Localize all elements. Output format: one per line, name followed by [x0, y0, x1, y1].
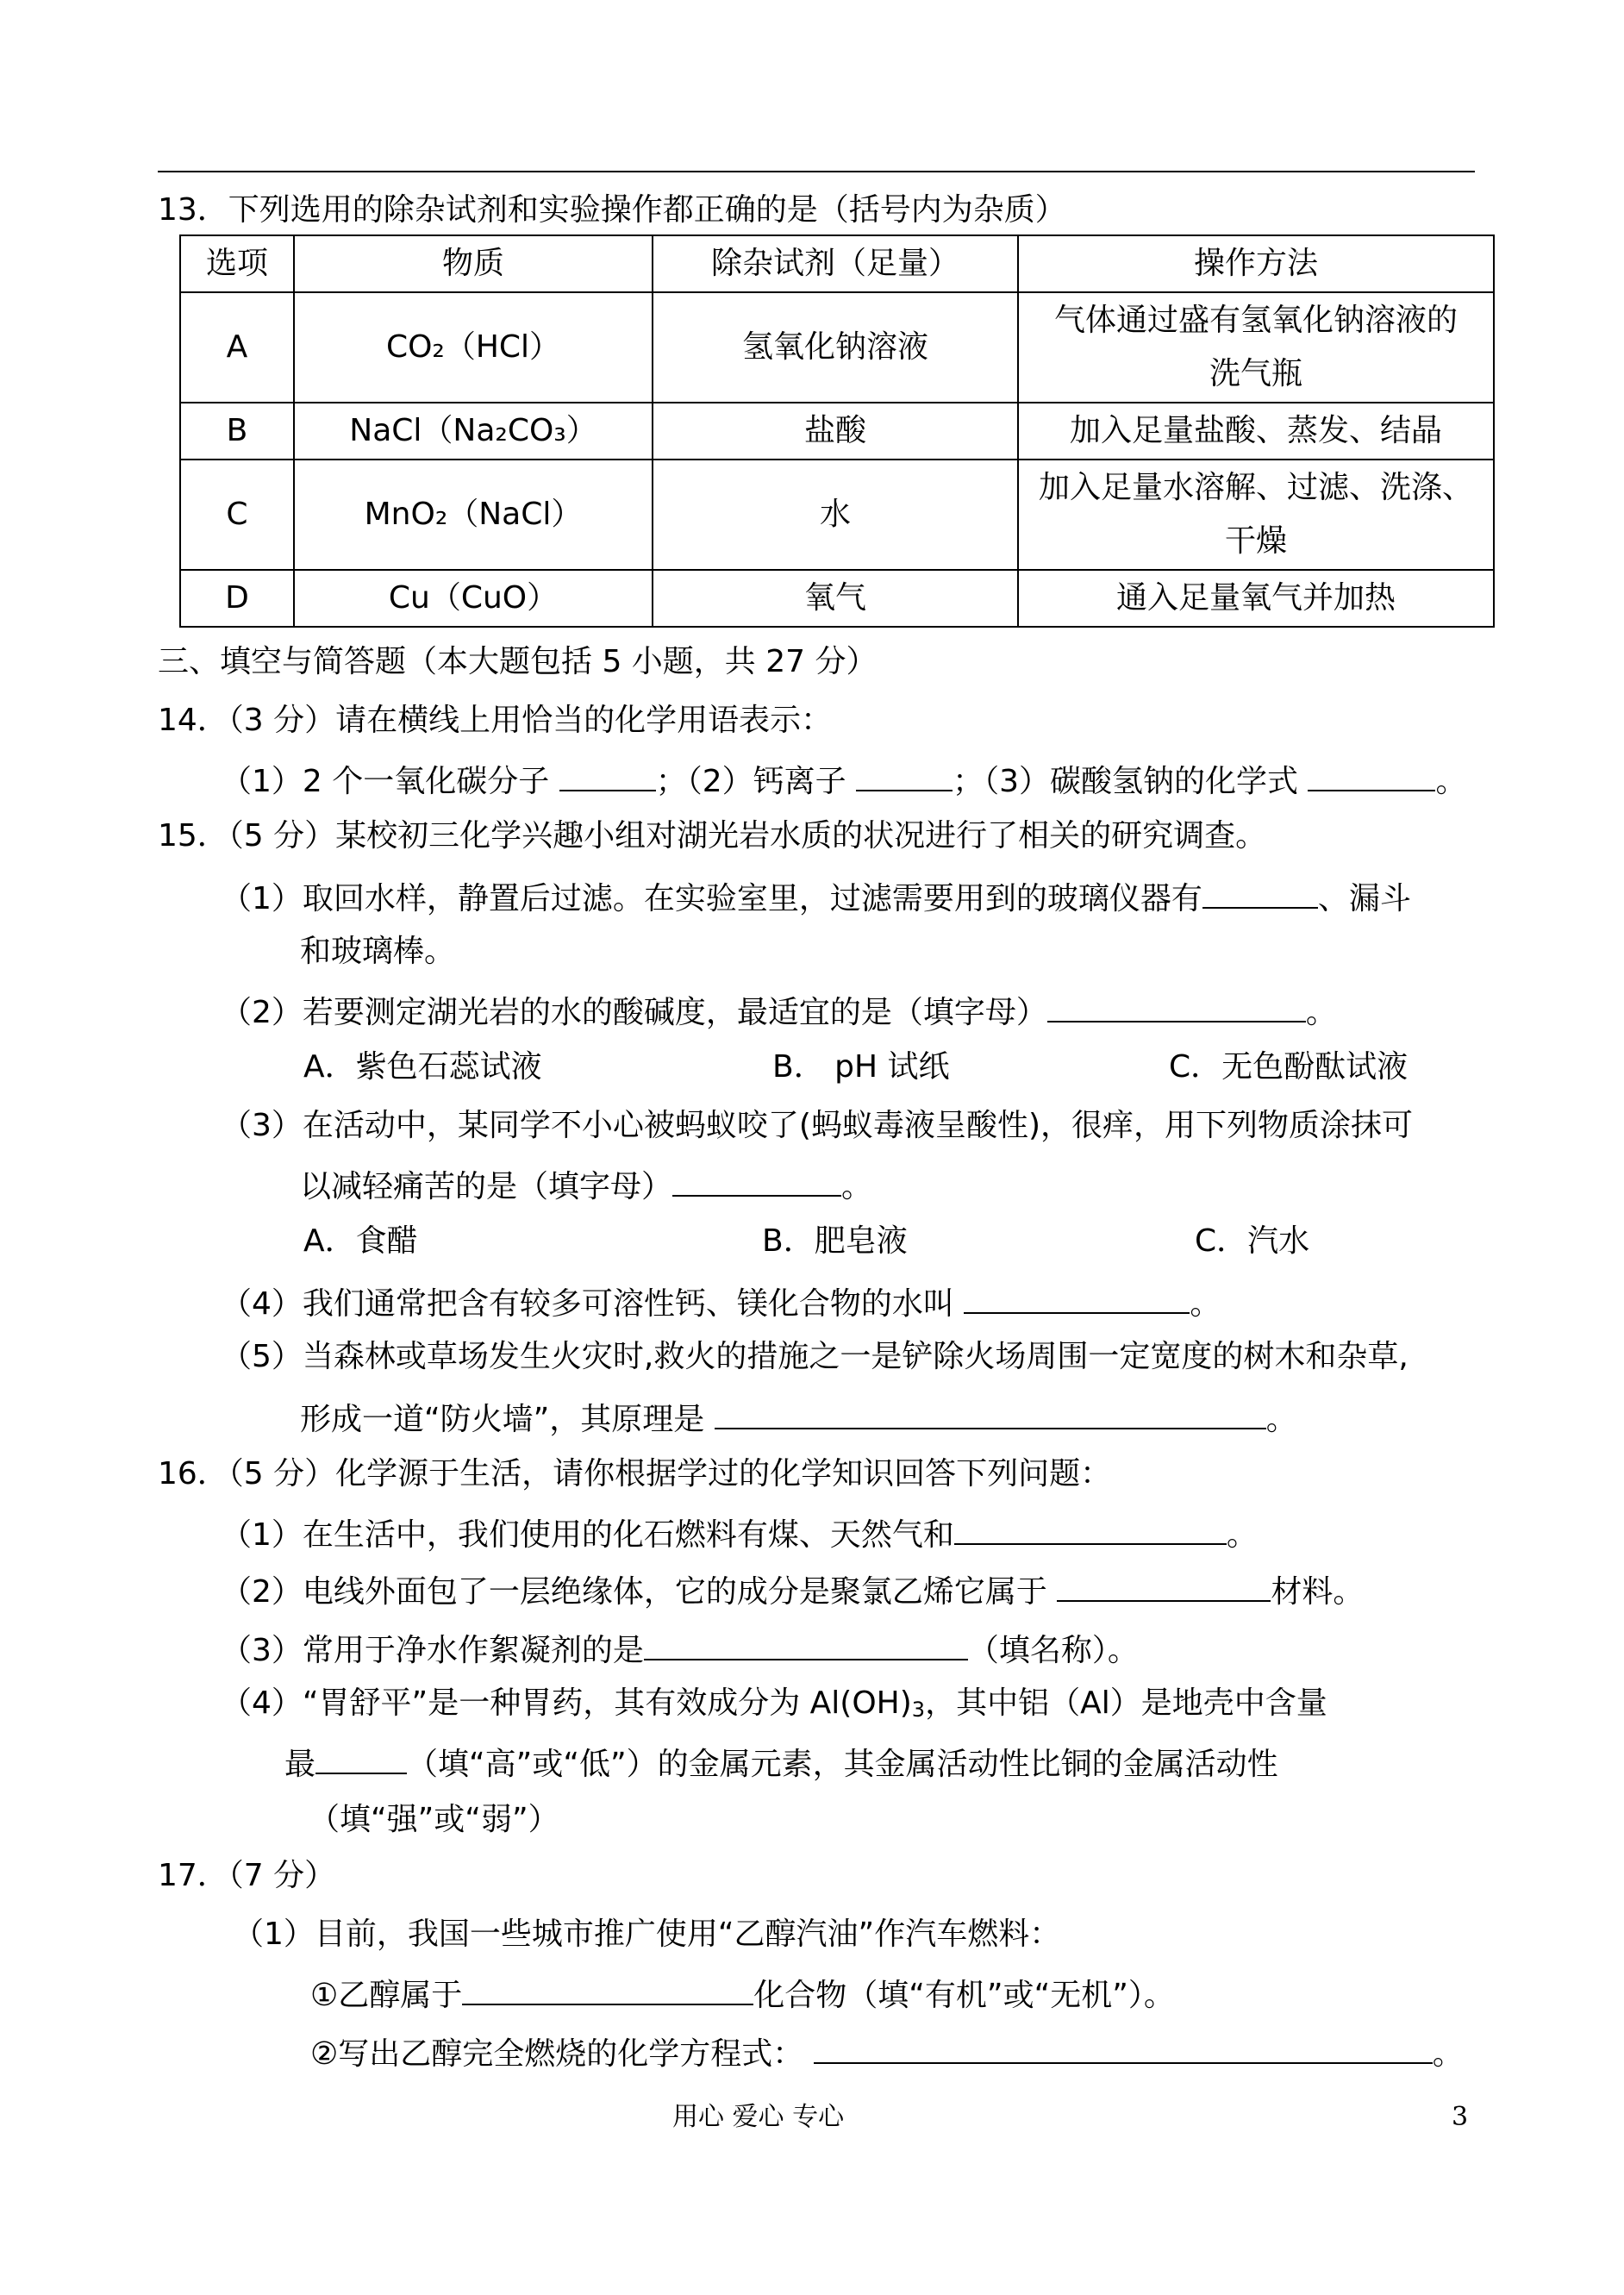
q16-sub1 [221, 1512, 1258, 1554]
answer-blank[interactable] [672, 1164, 841, 1197]
q15-sub5-text: 形成一道“防火墙”，其原理是 [300, 1402, 705, 1437]
table-row [180, 292, 1494, 403]
answer-blank[interactable] [1308, 759, 1435, 791]
subscript-3: 3 [911, 1698, 926, 1722]
row-a-method [1018, 292, 1494, 403]
q15-sub1-cont: 和玻璃棒。 [300, 934, 456, 969]
q16-sub3-text: （3）常用于净水作絮凝剂的是 [221, 1633, 644, 1668]
header-rule [158, 171, 1475, 172]
answer-blank[interactable] [462, 1973, 753, 2005]
row-b-option: B [180, 403, 294, 460]
header-method: 操作方法 [1018, 235, 1494, 292]
q16-sub1-text: （1）在生活中，我们使用的化石燃料有煤、天然气和 [221, 1517, 954, 1553]
q15-sub4-text: （4）我们通常把含有较多可溶性钙、镁化合物的水叫 [221, 1286, 954, 1322]
row-a-reagent: 氢氧化钠溶液 [653, 292, 1018, 403]
q13-table [179, 235, 1495, 628]
answer-blank[interactable] [315, 1742, 407, 1774]
answer-blank[interactable] [1057, 1569, 1271, 1602]
answer-blank[interactable] [964, 1281, 1190, 1314]
q15-sub3-option-b: B．肥皂液 [762, 1223, 908, 1259]
q15-sub3: （3）在活动中，某同学不小心被蚂蚁咬了(蚂蚁毒液呈酸性)，很痒，用下列物质涂抹可 [221, 1108, 1413, 1143]
q17-item1 [310, 1973, 1175, 2015]
q14-part1: （1）2 个一氧化碳分子 [221, 764, 550, 799]
header-reagent: 除杂试剂（足量） [653, 235, 1018, 292]
q15-sub3-cont [300, 1164, 872, 1206]
q15-sub5-end: 。 [1265, 1402, 1297, 1437]
q14-parts [221, 759, 1466, 801]
q16-sub2-end: 材料。 [1271, 1574, 1365, 1610]
q16-sub4 [221, 1685, 1327, 1729]
table-row [180, 570, 1494, 627]
q15-sub2-option-a: A．紫色石蕊试液 [303, 1049, 542, 1085]
row-a-substance: CO₂（HCl） [294, 292, 653, 403]
q15-sub2 [221, 990, 1337, 1032]
q16-sub4-cont [284, 1742, 1278, 1784]
answer-blank[interactable] [814, 2031, 1433, 2064]
q16-sub4-cont2-text: （填“强”或“弱”） [309, 1802, 559, 1837]
q17-item1-text: ①乙醇属于 [310, 1978, 463, 2013]
q15-sub3-option-a: A．食醋 [303, 1223, 418, 1259]
row-a-method-line1: 气体通过盛有氢氧化钠溶液的 [1053, 303, 1458, 338]
row-b-reagent: 盐酸 [653, 403, 1018, 460]
row-c-reagent: 水 [653, 460, 1018, 570]
table-row [180, 460, 1494, 570]
q15-sub2-end: 。 [1305, 995, 1337, 1030]
q15-title: 15．（5 分）某校初三化学兴趣小组对湖光岩水质的状况进行了相关的研究调查。 [158, 818, 1267, 854]
q17-item1-end: 化合物（填“有机”或“无机”）。 [753, 1978, 1175, 2013]
row-c-option: C [180, 460, 294, 570]
q14-title: 14．（3 分）请在横线上用恰当的化学用语表示： [158, 703, 833, 738]
row-b-substance: NaCl（Na₂CO₃） [294, 403, 653, 460]
q15-sub1 [221, 876, 1411, 918]
answer-blank[interactable] [284, 1798, 309, 1829]
q15-sub3-end: 。 [841, 1169, 873, 1204]
page-number: 3 [1452, 2102, 1469, 2132]
answer-blank[interactable] [1047, 990, 1306, 1022]
answer-blank[interactable] [856, 759, 953, 791]
row-d-reagent: 氧气 [653, 570, 1018, 627]
q14-end: 。 [1435, 764, 1467, 799]
row-c-method [1018, 460, 1494, 570]
row-b-method: 加入足量盐酸、蒸发、结晶 [1018, 403, 1494, 460]
header-substance: 物质 [294, 235, 653, 292]
table-row [180, 403, 1494, 460]
table-header-row [180, 235, 1494, 292]
row-a-option: A [180, 292, 294, 403]
q16-sub4-text-rest: ，其中铝（Al）是地壳中含量 [925, 1685, 1327, 1721]
q15-sub3-text: 以减轻痛苦的是（填字母） [300, 1169, 673, 1204]
q15-sub4 [221, 1281, 1221, 1323]
q16-sub2-text: （2）电线外面包了一层绝缘体，它的成分是聚氯乙烯它属于 [221, 1574, 1047, 1610]
row-c-method-line1: 加入足量水溶解、过滤、洗涤、 [1038, 470, 1473, 505]
row-d-method: 通入足量氧气并加热 [1018, 570, 1494, 627]
q15-sub1-after: 、漏斗 [1317, 881, 1411, 916]
q16-sub3 [221, 1628, 1139, 1670]
answer-blank[interactable] [1202, 876, 1318, 909]
row-a-method-line2: 洗气瓶 [1209, 356, 1302, 391]
q17-title: 17．（7 分） [158, 1858, 336, 1893]
q16-sub4-cont-text: （填“高”或“低”）的金属元素，其金属活动性比铜的金属活动性 [407, 1747, 1278, 1782]
q16-sub1-end: 。 [1226, 1517, 1258, 1553]
q17-item2-text: ②写出乙醇完全燃烧的化学方程式： [310, 2036, 804, 2072]
q15-sub2-text: （2）若要测定湖光岩的水的酸碱度，最适宜的是（填字母） [221, 995, 1047, 1030]
header-option: 选项 [180, 235, 294, 292]
q16-title: 16．（5 分）化学源于生活，请你根据学过的化学知识回答下列问题： [158, 1456, 1112, 1491]
q15-sub4-end: 。 [1190, 1286, 1221, 1322]
answer-blank[interactable] [559, 759, 656, 791]
q14-part3: ；（3）碳酸氢钠的化学式 [953, 764, 1298, 799]
q16-sub4-most: 最 [284, 1747, 316, 1782]
row-c-substance: MnO₂（NaCl） [294, 460, 653, 570]
q15-sub2-option-b: B． pH 试纸 [772, 1049, 950, 1085]
q16-sub3-end: （填名称）。 [967, 1633, 1139, 1668]
q17-sub1: （1）目前，我国一些城市推广使用“乙醇汽油”作汽车燃料： [233, 1917, 1061, 1952]
q14-part2: ；（2）钙离子 [655, 764, 846, 799]
answer-blank[interactable] [715, 1397, 1266, 1429]
q15-sub3-option-c: C．汽水 [1195, 1223, 1310, 1259]
q15-sub5-cont [300, 1397, 1297, 1439]
q15-sub2-option-c: C．无色酚酞试液 [1169, 1049, 1409, 1085]
q16-sub2 [221, 1569, 1364, 1611]
q17-item2 [310, 2031, 1464, 2073]
q15-sub5: （5）当森林或草场发生火灾时,救火的措施之一是铲除火场周围一定宽度的树木和杂草, [221, 1339, 1409, 1374]
q15-sub1-text: （1）取回水样，静置后过滤。在实验室里，过滤需要用到的玻璃仪器有 [221, 881, 1202, 916]
row-d-option: D [180, 570, 294, 627]
row-d-substance: Cu（CuO） [294, 570, 653, 627]
q16-sub4-cont2 [284, 1798, 559, 1839]
row-c-method-line2: 干燥 [1224, 523, 1287, 559]
q17-item2-end: 。 [1432, 2036, 1464, 2072]
section-heading: 三、填空与简答题（本大题包括 5 小题，共 27 分） [158, 644, 878, 679]
q13-title: 13．下列选用的除杂试剂和实验操作都正确的是（括号内为杂质） [158, 192, 1066, 228]
q16-sub4-text: （4）“胃舒平”是一种胃药，其有效成分为 Al(OH) [221, 1685, 912, 1721]
footer-motto: 用心 爱心 专心 [672, 2102, 845, 2132]
answer-blank[interactable] [954, 1512, 1227, 1545]
answer-blank[interactable] [644, 1628, 968, 1660]
